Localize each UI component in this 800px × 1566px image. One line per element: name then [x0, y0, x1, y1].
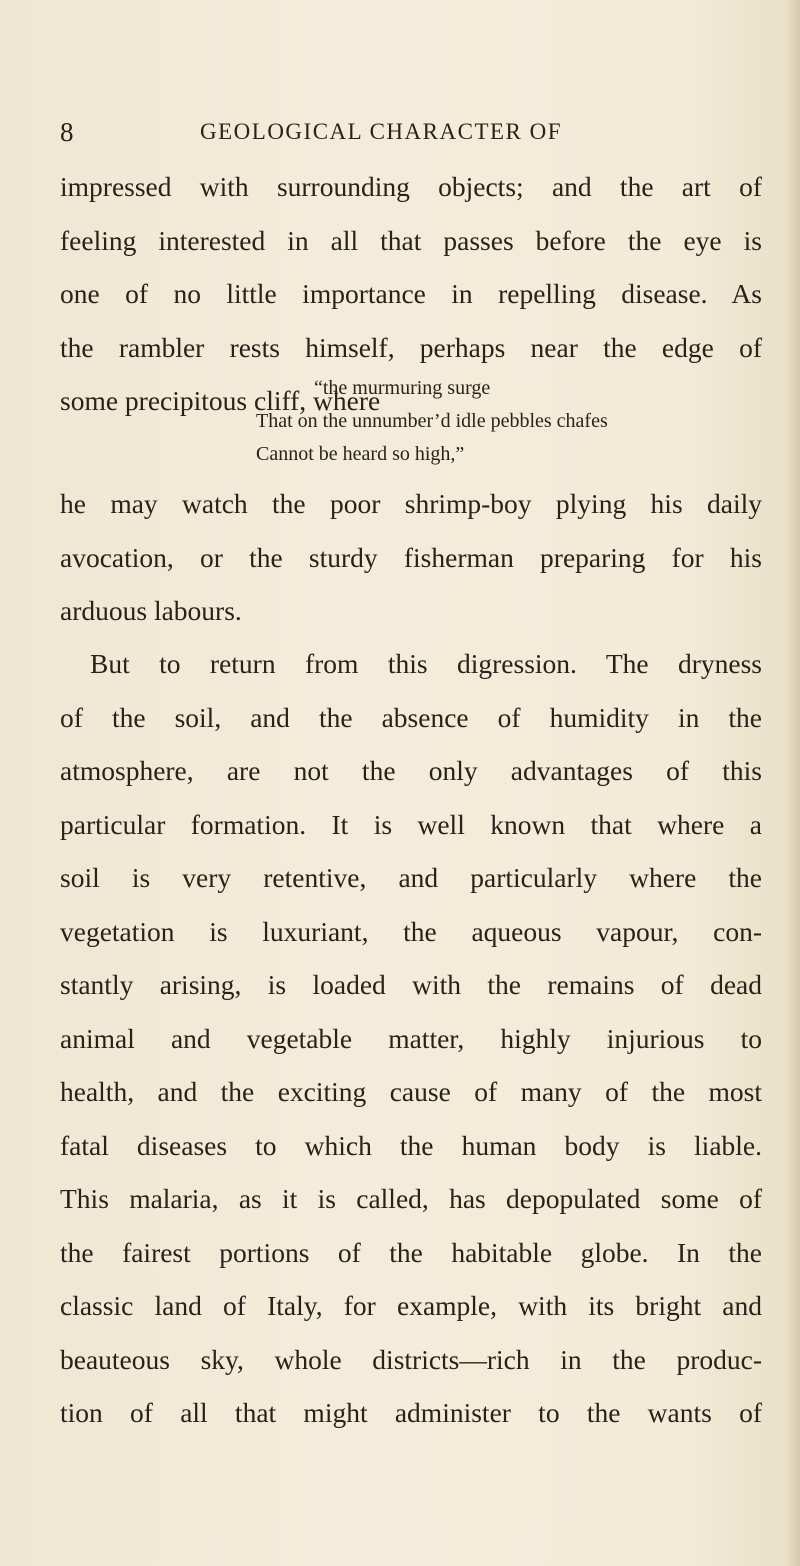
text-line: of the soil, and the absence of humidity in the — [60, 701, 762, 733]
text-line: stantly arising, is loaded with the remains of dead — [60, 969, 762, 1000]
text-line: particular formation. It is well known that where a — [60, 808, 762, 840]
text-line: arduous labours. — [60, 595, 242, 626]
text-line: vegetation is luxuriant, the aqueous vapour, con- — [60, 915, 762, 947]
text-line: atmosphere, are not the only advantages of this — [60, 755, 762, 786]
text-line: one of no little importance in repelling disease. As — [60, 278, 762, 309]
page-number: 8 — [60, 117, 74, 147]
text-line: tion of all that might administer to the wants of — [60, 1397, 762, 1428]
text-line: he may watch the poor shrimp-boy plying his daily — [60, 488, 762, 519]
paragraph-3 — [60, 637, 762, 1440]
text-line: health, and the exciting cause of many of the most — [60, 1076, 762, 1107]
text-line: classic land of Italy, for example, with its bright and — [60, 1290, 762, 1321]
quote-line: Cannot be heard so high,” — [256, 443, 465, 465]
text-line: fatal diseases to which the human body is liable. — [60, 1129, 762, 1161]
text-line: soil is very retentive, and particularly where the — [60, 862, 762, 893]
text-line: feeling interested in all that passes before the eye is — [60, 224, 762, 256]
page-edge-shadow — [786, 0, 800, 1566]
text-line: some precipitous cliff, where — [60, 385, 381, 416]
text-line: But to return from this digression. The dryness — [90, 648, 762, 679]
page-header — [60, 112, 760, 152]
text-line: beauteous sky, whole districts—rich in the produc- — [60, 1343, 762, 1375]
verse-quotation — [256, 372, 756, 471]
running-head: GEOLOGICAL CHARACTER OF — [200, 119, 563, 144]
text-line: animal and vegetable matter, highly injurious to — [60, 1022, 762, 1054]
text-line: impressed with surrounding objects; and the art of — [60, 171, 762, 202]
text-line: This malaria, as it is called, has depopulated some of — [60, 1183, 762, 1214]
text-line: the rambler rests himself, perhaps near the edge of — [60, 331, 762, 363]
quote-line: “the murmuring surge — [314, 377, 491, 399]
quote-line: That on the unnumber’d idle pebbles chafes — [256, 410, 608, 432]
text-line: avocation, or the sturdy fisherman preparing for his — [60, 541, 762, 573]
text-line: the fairest portions of the habitable globe. In the — [60, 1236, 762, 1268]
paragraph-2 — [60, 477, 762, 638]
